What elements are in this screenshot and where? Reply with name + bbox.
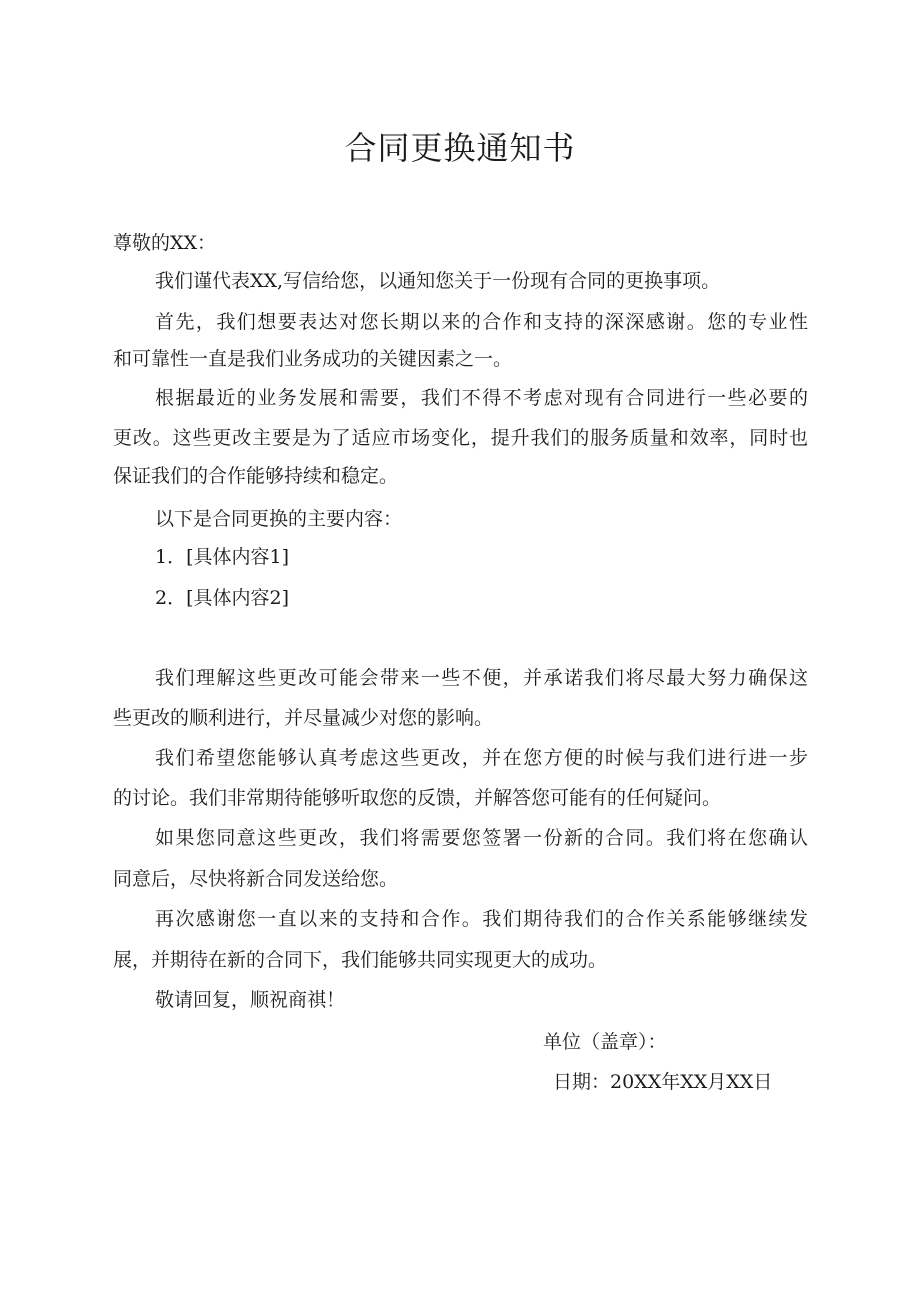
paragraph-line: 我们理解这些更改可能会带来一些不便，并承诺我们将尽最大努力确保这 xyxy=(155,667,808,689)
document-title: 合同更换通知书 xyxy=(344,129,576,167)
paragraph-line: 如果您同意这些更改，我们将需要您签署一份新的合同。我们将在您确认 xyxy=(155,827,808,849)
list-item: 2．[具体内容2] xyxy=(155,587,290,609)
paragraph-line: 更改。这些更改主要是为了适应市场变化，提升我们的服务质量和效率，同时也 xyxy=(113,427,808,449)
paragraph-line: 以下是合同更换的主要内容： xyxy=(155,508,403,530)
paragraph-line: 根据最近的业务发展和需要，我们不得不考虑对现有合同进行一些必要的 xyxy=(155,387,808,409)
paragraph-line: 展，并期待在新的合同下，我们能够共同实现更大的成功。 xyxy=(113,949,608,971)
paragraph-line: 我们希望您能够认真考虑这些更改，并在您方便的时候与我们进行进一步 xyxy=(155,747,808,769)
paragraph-line: 首先，我们想要表达对您长期以来的合作和支持的深深感谢。您的专业性 xyxy=(155,311,808,333)
paragraph-line: 我们谨代表XX,写信给您，以通知您关于一份现有合同的更换事项。 xyxy=(155,270,721,292)
closing-line: 敬请回复，顺祝商祺！ xyxy=(155,989,346,1011)
paragraph-line: 和可靠性一直是我们业务成功的关键因素之一。 xyxy=(113,348,513,370)
paragraph-line: 些更改的顺利进行，并尽量减少对您的影响。 xyxy=(113,707,494,729)
paragraph-line: 的讨论。我们非常期待能够听取您的反馈，并解答您可能有的任何疑问。 xyxy=(113,787,722,809)
salutation: 尊敬的XX： xyxy=(113,232,217,254)
paragraph-line: 同意后，尽快将新合同发送给您。 xyxy=(113,868,399,890)
signature-date: 日期：20XX年XX月XX日 xyxy=(553,1071,773,1093)
list-item: 1．[具体内容1] xyxy=(155,546,290,568)
signature-unit: 单位（盖章）： xyxy=(543,1031,667,1053)
paragraph-line: 保证我们的合作能够持续和稳定。 xyxy=(113,465,399,487)
paragraph-line: 再次感谢您一直以来的支持和合作。我们期待我们的合作关系能够继续发 xyxy=(155,908,808,930)
